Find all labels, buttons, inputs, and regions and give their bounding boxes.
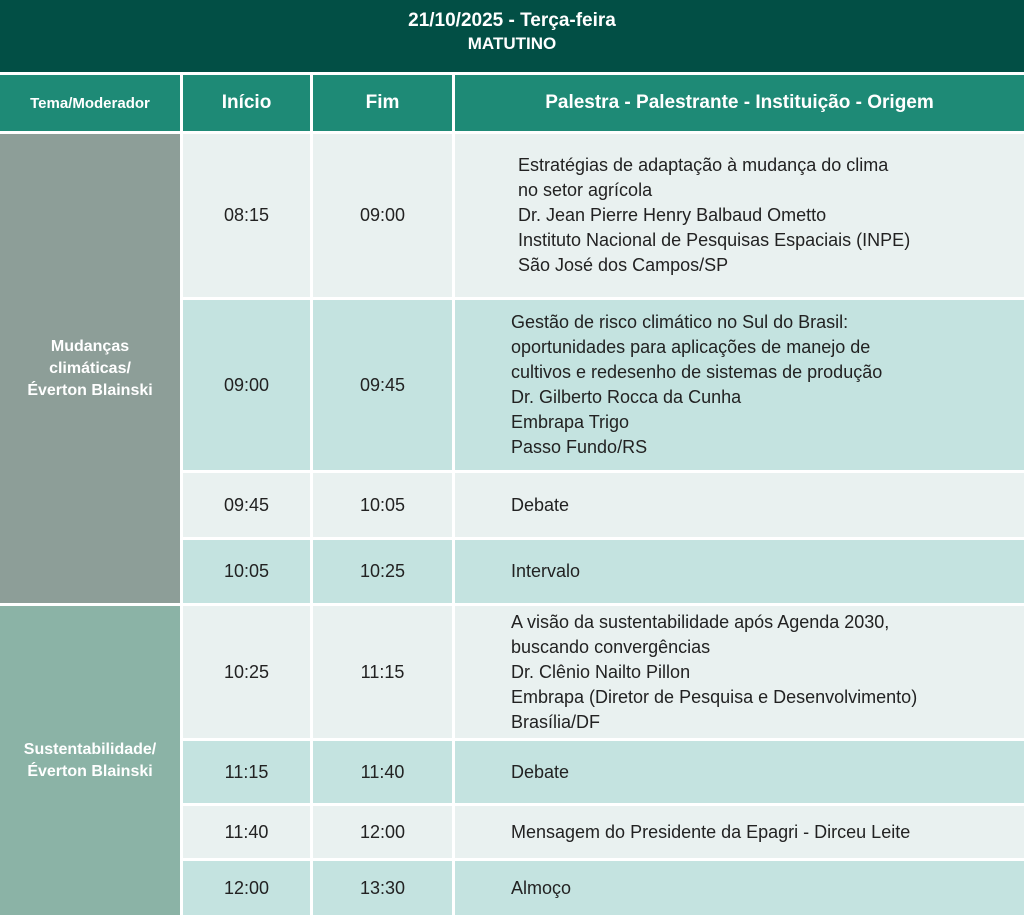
row-4-start: 10:05: [183, 540, 310, 603]
row-8-start: 12:00: [183, 861, 310, 915]
row-6-end: 11:40: [313, 741, 452, 803]
row-8-talk-line: Almoço: [511, 877, 572, 898]
row-2-talk-line: Embrapa Trigo: [511, 412, 630, 432]
row-2-end: 09:45: [313, 300, 452, 470]
row-1-end: 09:00: [313, 134, 452, 297]
header-theme: Tema/Moderador: [0, 75, 180, 131]
theme-sust-line1: Sustentabilidade/: [23, 740, 157, 758]
row-3-talk: [455, 473, 1024, 537]
row-2-talk-line: cultivos e redesenho de sistemas de produção: [511, 362, 883, 382]
row-1-talk-line: Estratégias de adaptação à mudança do clima: [518, 155, 889, 175]
row-1-talk: [455, 134, 1024, 297]
row-4-talk-line: Intervalo: [511, 561, 581, 581]
row-1-talk-line: Instituto Nacional de Pesquisas Espaciais (INPE): [518, 230, 911, 250]
row-7-end: 12:00: [313, 806, 452, 858]
row-1-talk-line: São José dos Campos/SP: [518, 255, 729, 275]
row-6-talk: [455, 741, 1024, 803]
theme-climate-line1: Mudanças: [50, 337, 130, 355]
row-2-start: 09:00: [183, 300, 310, 470]
row-2-talk-line: Dr. Gilberto Rocca da Cunha: [511, 387, 742, 407]
header-talk: Palestra - Palestrante - Instituição - Origem: [455, 75, 1024, 131]
row-6-talk-line: Debate: [511, 761, 570, 782]
row-7-talk-line: Mensagem do Presidente da Epagri - Dirceu Leite: [511, 821, 911, 842]
row-5-start: 10:25: [183, 606, 310, 738]
row-7-talk: [455, 806, 1024, 858]
row-5-talk-line: Embrapa (Diretor de Pesquisa e Desenvolvimento): [511, 686, 918, 707]
schedule-date: 21/10/2025 - Terça-feira: [408, 10, 616, 31]
theme-climate-line2: climáticas/: [49, 359, 131, 377]
row-4-talk: [455, 540, 1024, 603]
row-5-talk-line: Dr. Clênio Nailto Pillon: [511, 661, 691, 682]
row-8-end: 13:30: [313, 861, 452, 915]
row-2-talk-line: Passo Fundo/RS: [511, 437, 648, 457]
schedule-period: MATUTINO: [467, 34, 557, 53]
row-2-talk: [455, 300, 1024, 470]
row-2-talk-line: Gestão de risco climático no Sul do Brasil:: [511, 312, 849, 332]
theme-sust-line2: Éverton Blainski: [27, 762, 153, 780]
row-1-talk-line: no setor agrícola: [518, 180, 653, 200]
row-5-talk-line: A visão da sustentabilidade após Agenda 2030,: [511, 611, 890, 632]
schedule-title-bar: [0, 0, 1024, 72]
row-5-talk: [455, 606, 1024, 738]
theme-climate-change: [0, 134, 180, 603]
row-3-start: 09:45: [183, 473, 310, 537]
row-6-start: 11:15: [183, 741, 310, 803]
row-5-end: 11:15: [313, 606, 452, 738]
header-start: Início: [183, 75, 310, 131]
theme-climate-line3: Éverton Blainski: [27, 381, 153, 399]
row-1-talk-line: Dr. Jean Pierre Henry Balbaud Ometto: [518, 205, 827, 225]
row-5-talk-line: Brasília/DF: [511, 711, 601, 732]
row-7-start: 11:40: [183, 806, 310, 858]
row-1-start: 08:15: [183, 134, 310, 297]
row-4-end: 10:25: [313, 540, 452, 603]
row-3-end: 10:05: [313, 473, 452, 537]
row-8-talk: [455, 861, 1024, 915]
row-5-talk-line: buscando convergências: [511, 636, 711, 657]
header-end: Fim: [313, 75, 452, 131]
row-3-talk-line: Debate: [511, 494, 570, 515]
row-2-talk-line: oportunidades para aplicações de manejo de: [511, 337, 871, 357]
theme-sustainability: [0, 606, 180, 915]
